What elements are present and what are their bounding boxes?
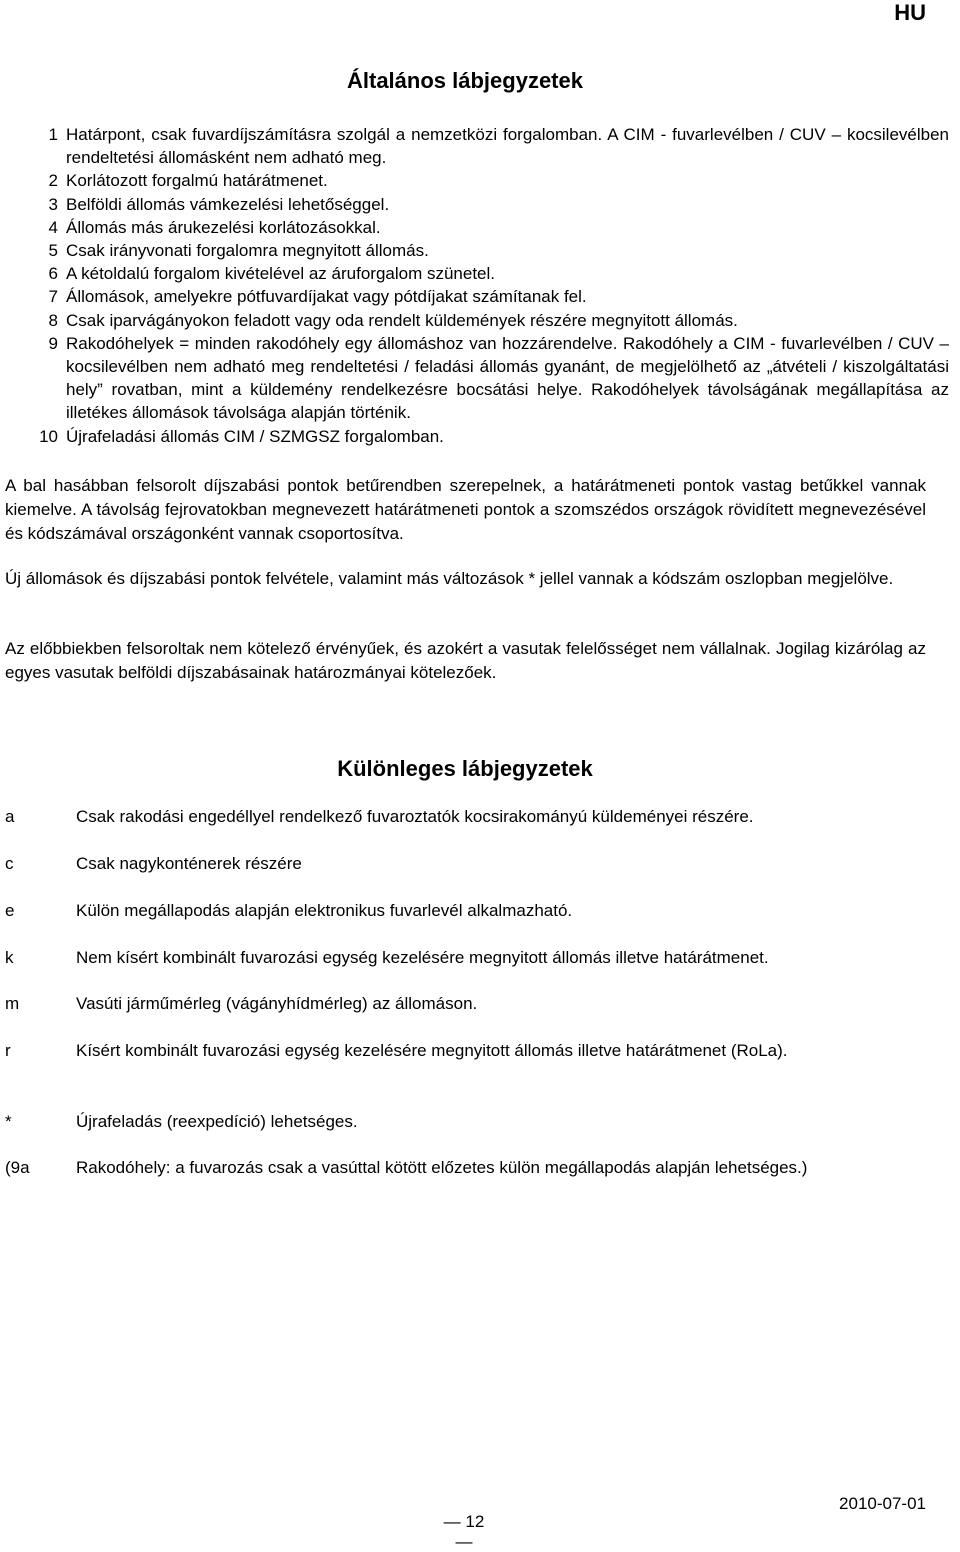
footnote-key: a — [5, 807, 15, 826]
footnote-key: m — [5, 994, 20, 1013]
list-item — [5, 1039, 926, 1063]
footnote-key: k — [5, 948, 14, 967]
list-item — [5, 1110, 926, 1134]
footnote-text: Csak rakodási engedéllyel rendelkező fuvaroztatók kocsirakományú küldeményei részére. — [76, 807, 754, 826]
footnote-text: Külön megállapodás alapján elektronikus fuvarlevél alkalmazható. — [76, 901, 573, 920]
footnote-number: 6 — [48, 264, 58, 284]
footnote-number: 9 — [48, 333, 58, 353]
footnote-number: 2 — [48, 171, 58, 191]
footnote-number: 5 — [48, 241, 58, 261]
footnote-key: c — [5, 854, 14, 873]
footnote-number: 3 — [48, 194, 58, 214]
footnote-text: Korlátozott forgalmú határátmenet. — [66, 171, 328, 191]
footnote-number: 4 — [48, 217, 58, 237]
paragraph-ordering: A bal hasábban felsorolt díjszabási pontok betűrendben szerepelnek, a határátmeneti pontok vastag betűkkel vannak kiemelve. A távolság fejrovatokban megnevezett határátmeneti pontok a szomszédos országok rövidített megnevezésével és kódszámával országonként vannak csoportosítva. — [5, 476, 926, 543]
footnote-number: 7 — [48, 287, 58, 307]
list-item — [14, 285, 949, 308]
list-item — [5, 1156, 926, 1180]
footnote-text: Vasúti járműmérleg (vágányhídmérleg) az állomáson. — [76, 994, 478, 1013]
list-item — [14, 262, 949, 285]
list-item — [14, 239, 949, 262]
footnote-text: Határpont, csak fuvardíjszámításra szolgál a nemzetközi forgalomban. A CIM - fuvarlevélben / CUV – kocsilevélben rendeltetési állomásként nem adható meg. — [66, 125, 949, 168]
special-footnotes-title: Különleges lábjegyzetek — [337, 756, 593, 781]
list-item — [14, 193, 949, 216]
paragraph-new-stations: Új állomások és díjszabási pontok felvétele, valamint más változások * jellel vannak a kódszám oszlopban megjelölve. — [5, 569, 894, 588]
general-footnotes-title: Általános lábjegyzetek — [347, 68, 583, 93]
page-number: — 12 — — [443, 1512, 485, 1551]
footer-date: 2010-07-01 — [839, 1494, 926, 1513]
footnote-text: Csak iparvágányokon feladott vagy oda rendelt küldemények részére megnyitott állomás. — [66, 310, 738, 330]
footnote-key: * — [5, 1112, 12, 1131]
list-item — [5, 805, 926, 829]
footnote-text: Csak nagykonténerek részére — [76, 854, 302, 873]
footnote-text: Csak irányvonati forgalomra megnyitott állomás. — [66, 241, 429, 261]
list-item — [14, 332, 949, 425]
list-item — [14, 123, 949, 169]
footnote-text: Rakodóhelyek = minden rakodóhely egy állomáshoz van hozzárendelve. Rakodóhely a CIM - fuvarlevélben / CUV – kocsilevélben nem adható meg rendeltetési / feladási állomás gyanánt, de megjelölhető az „átvételi / kiszolgáltatási hely” rovatban, mint a küldemény rendelkezésre bocsátási helye. Rakodóhelyek távolságának megállapítása az illetékes állomások távolsága alapján történik. — [66, 333, 949, 423]
footnote-text: Rakodóhely: a fuvarozás csak a vasúttal kötött előzetes külön megállapodás alapján lehetséges.) — [76, 1158, 808, 1177]
footnote-number: 10 — [39, 426, 58, 446]
footnote-text: Újrafeladás (reexpedíció) lehetséges. — [76, 1112, 358, 1131]
list-item — [5, 899, 926, 923]
list-item — [5, 992, 926, 1016]
footnote-key: (9a — [5, 1158, 30, 1177]
footnote-text: Nem kísért kombinált fuvarozási egység kezelésére megnyitott állomás illetve határátmenet. — [76, 948, 769, 967]
list-item — [5, 852, 926, 876]
footnote-text: Kísért kombinált fuvarozási egység kezelésére megnyitott állomás illetve határátmenet (RoLa). — [76, 1041, 788, 1060]
language-label: HU — [894, 0, 926, 25]
footnote-text: Újrafeladási állomás CIM / SZMGSZ forgalomban. — [66, 426, 444, 446]
footnote-text: A kétoldalú forgalom kivételével az áruforgalom szünetel. — [66, 264, 496, 284]
footnote-text: Belföldi állomás vámkezelési lehetőséggel. — [66, 194, 390, 214]
footnote-text: Állomás más árukezelési korlátozásokkal. — [66, 217, 381, 237]
footnote-text: Állomások, amelyekre pótfuvardíjakat vagy pótdíjakat számítanak fel. — [66, 287, 587, 307]
footnote-key: e — [5, 901, 15, 920]
general-footnotes-list — [14, 123, 949, 448]
list-item — [14, 216, 949, 239]
paragraph-disclaimer: Az előbbiekben felsoroltak nem kötelező érvényűek, és azokért a vasutak felelősséget nem vállalnak. Jogilag kizárólag az egyes vasutak belföldi díjszabásainak határozmányai kötelezőek. — [5, 639, 926, 682]
list-item — [14, 425, 949, 448]
list-item — [14, 169, 949, 192]
list-item — [5, 946, 926, 970]
footnote-number: 1 — [48, 125, 58, 144]
footnote-number: 8 — [48, 310, 58, 330]
list-item — [14, 309, 949, 332]
footnote-key: r — [5, 1041, 11, 1060]
